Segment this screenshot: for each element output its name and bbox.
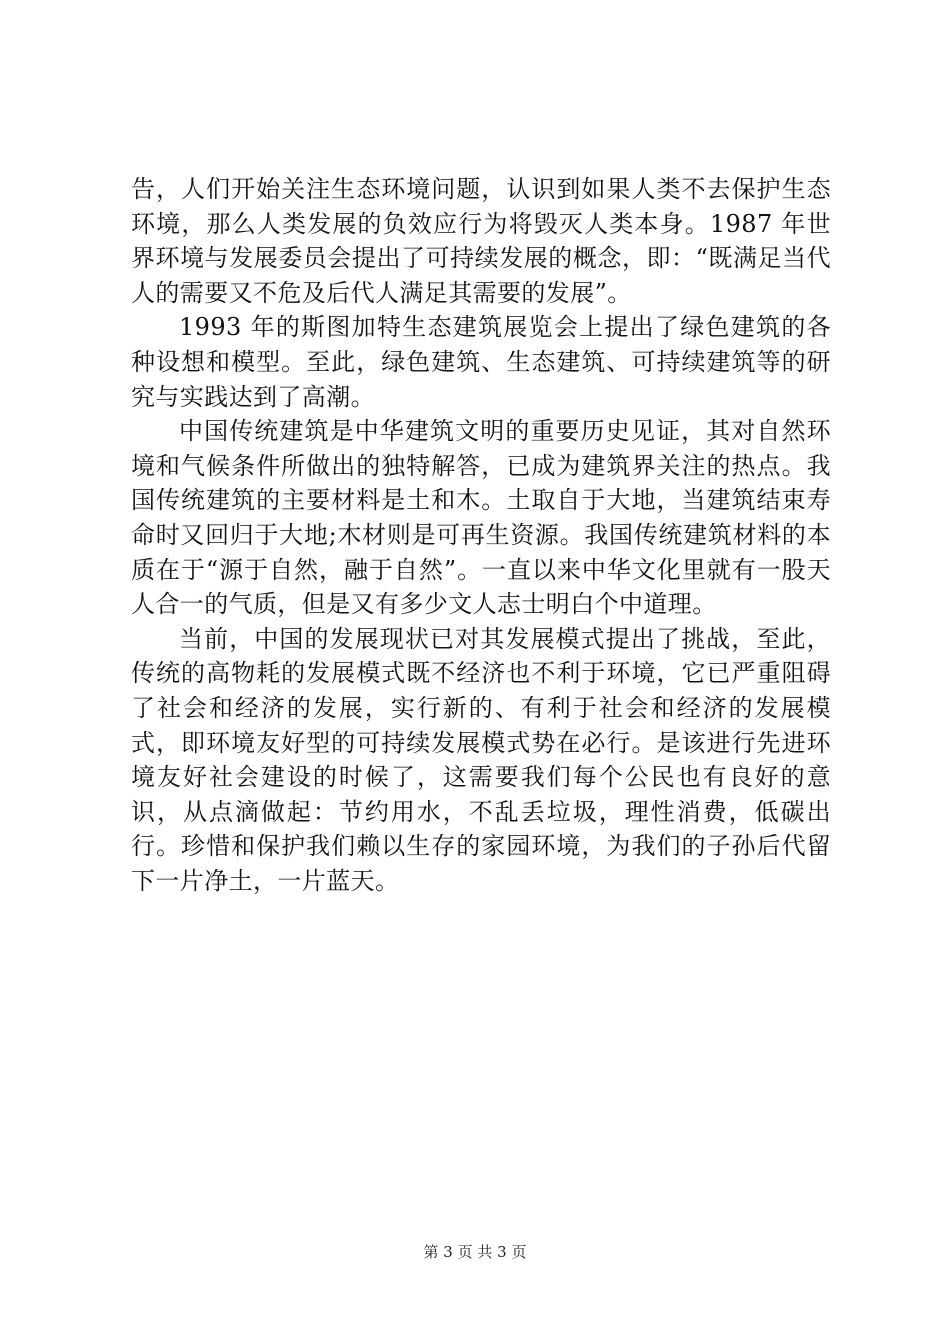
- paragraph-continuation: 告，人们开始关注生态环境问题，认识到如果人类不去保护生态环境，那么人类发展的负效应行为将毁灭人类本身。1987 年世界环境与发展委员会提出了可持续发展的概念，即：“既满足当代人的需要又不危及后代人满足其需要的发展”。: [131, 175, 831, 307]
- paragraph-traditional-architecture: 中国传统建筑是中华建筑文明的重要历史见证，其对自然环境和气候条件所做出的独特解答，已成为建筑界关注的热点。我国传统建筑的主要材料是土和木。土取自于大地，当建筑结束寿命时又回归于大地;木材则是可再生资源。我国传统建筑材料的本质在于“源于自然，融于自然”。一直以来中华文化里就有一股天人合一的气质，但是又有多少文人志士明白个中道理。: [131, 417, 831, 619]
- paragraph-current-development: 当前，中国的发展现状已对其发展模式提出了挑战，至此，传统的高物耗的发展模式既不经济也不利于环境，它已严重阻碍了社会和经济的发展，实行新的、有利于社会和经济的发展模式，即环境友好型的可持续发展模式势在必行。是该进行先进环境友好社会建设的时候了，这需要我们每个公民也有良好的意识，从点滴做起：节约用水，不乱丢垃圾，理性消费，低碳出行。珍惜和保护我们赖以生存的家园环境，为我们的子孙后代留下一片净土，一片蓝天。: [131, 624, 831, 895]
- page-number-footer: 第 3 页 共 3 页: [423, 1243, 527, 1261]
- document-body: [131, 172, 831, 898]
- paragraph-stuttgart-exhibition: 1993 年的斯图加特生态建筑展览会上提出了绿色建筑的各种设想和模型。至此，绿色建筑、生态建筑、可持续建筑等的研究与实践达到了高潮。: [131, 313, 831, 411]
